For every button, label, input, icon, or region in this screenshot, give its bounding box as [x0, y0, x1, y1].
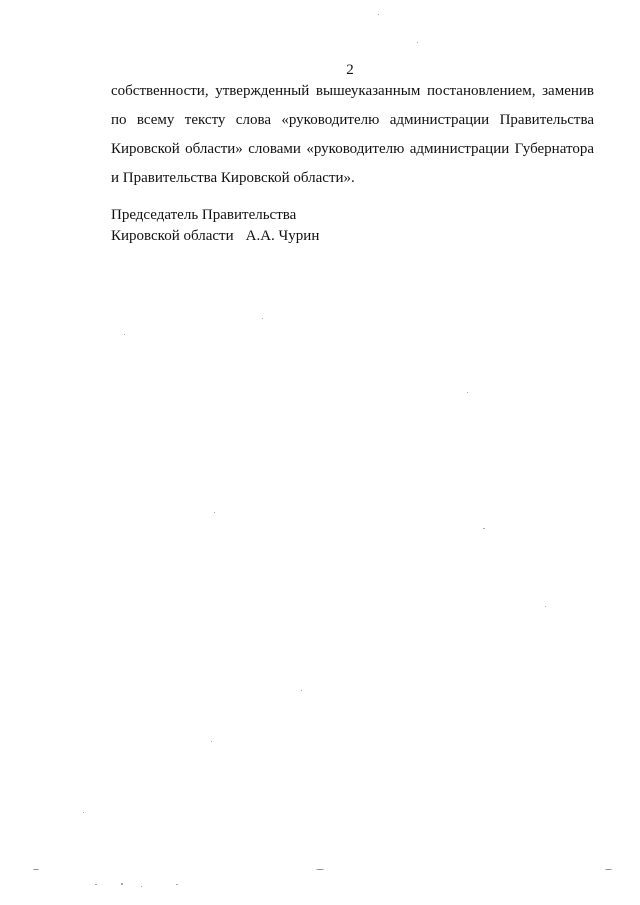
scan-speck	[417, 42, 418, 43]
scan-speck	[214, 512, 215, 513]
scan-speck	[605, 869, 612, 870]
signature-title: Председатель Правительства	[111, 207, 297, 223]
paragraph-line: по всему тексту слова «руководителю администрации Правительства	[111, 112, 594, 128]
scan-speck	[176, 884, 178, 885]
scan-speck	[545, 606, 546, 607]
scan-speck	[124, 334, 125, 335]
signature-block	[111, 205, 319, 247]
scan-speck	[262, 318, 263, 319]
scan-speck	[211, 741, 212, 742]
signature-region-line	[111, 226, 319, 247]
scan-speck	[301, 690, 302, 691]
scan-speck	[95, 884, 97, 885]
signatory-name: А.А. Чурин	[245, 228, 320, 244]
scan-speck	[33, 869, 39, 870]
paragraph	[111, 79, 594, 195]
paragraph-line: собственности, утвержденный вышеуказанным постановлением, заменив	[111, 83, 594, 99]
scan-speck	[467, 392, 468, 393]
scan-speck	[483, 528, 485, 529]
scan-speck	[83, 812, 84, 813]
paragraph-line: и Правительства Кировской области».	[111, 170, 355, 186]
page-number: 2	[346, 62, 354, 78]
paragraph-line: Кировской области» словами «руководителю администрации Губернатора	[111, 141, 594, 157]
scan-speck	[121, 883, 123, 885]
scan-speck	[141, 886, 142, 887]
signature-region: Кировской области	[111, 228, 234, 244]
scan-speck	[316, 869, 324, 870]
scan-speck	[378, 14, 379, 15]
